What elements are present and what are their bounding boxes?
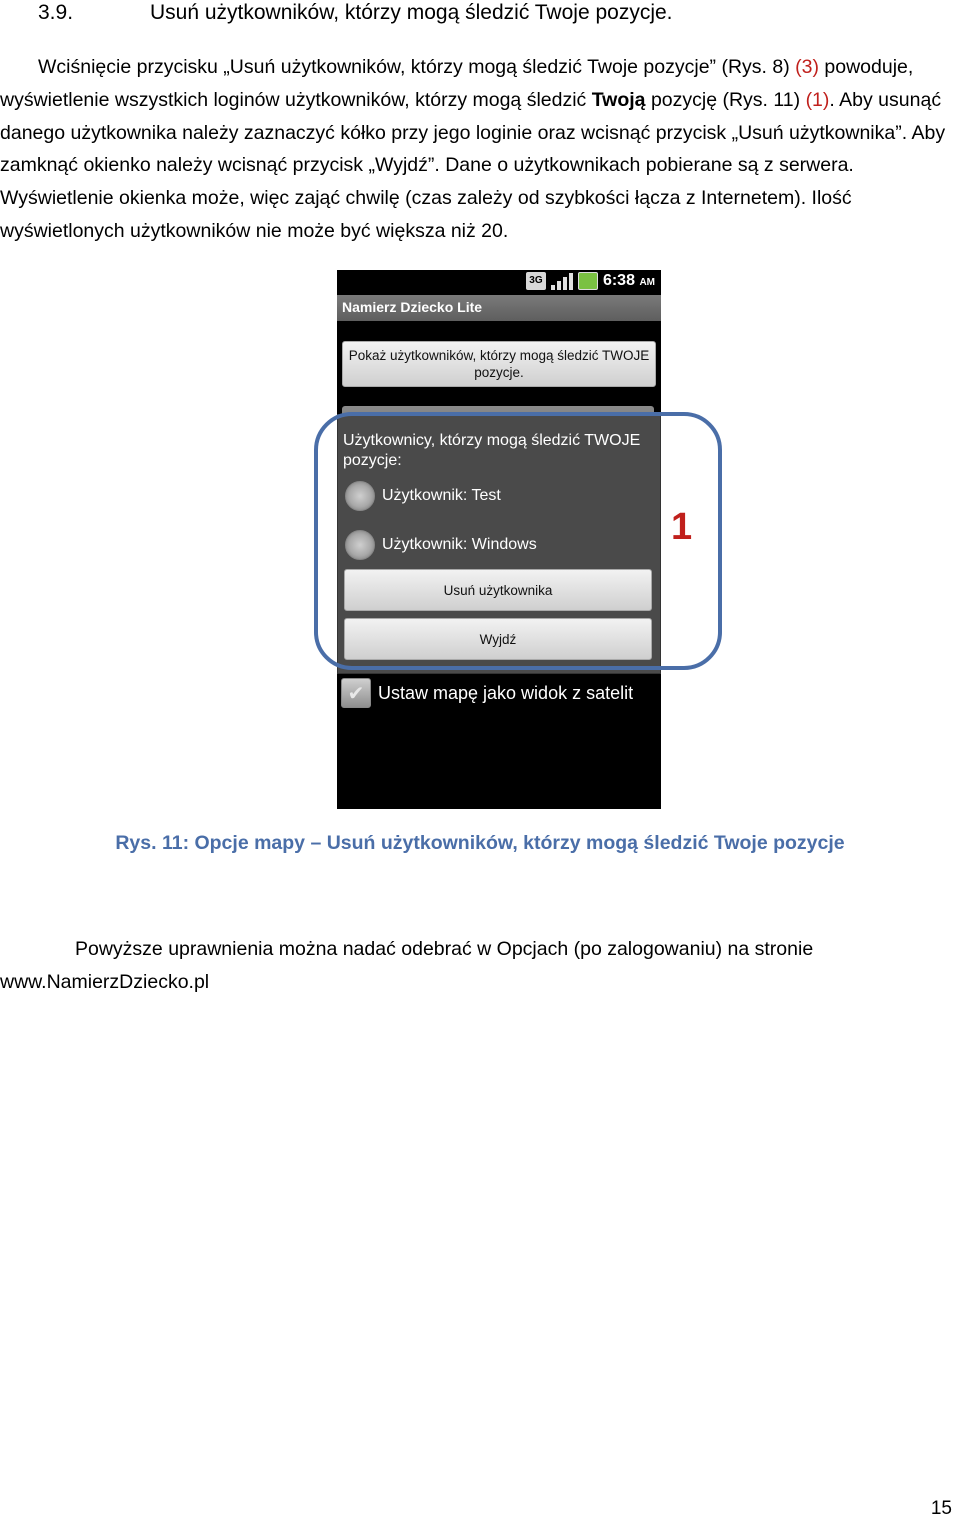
figure-ref-1: (1) — [805, 88, 830, 111]
dialog-title: Użytkownicy, którzy mogą śledzić TWOJE pozycje: — [343, 432, 641, 469]
figure-caption: Rys. 11: Opcje mapy – Usuń użytkowników, którzy mogą śledzić Twoje pozycje — [115, 832, 845, 854]
paragraph-text-2: powoduje, wyświetlenie wszystkich loginów użytkowników, którzy mogą śledzić — [0, 56, 914, 111]
user-option-label: Użytkownik: Test — [382, 487, 501, 504]
app-title: Namierz Dziecko Lite — [342, 299, 483, 315]
body-paragraph — [0, 51, 958, 248]
status-bar — [337, 270, 661, 295]
section-number: 3.9. — [38, 1, 74, 24]
satellite-view-option[interactable] — [341, 678, 633, 708]
signal-strength-icon — [551, 272, 573, 290]
note-paragraph — [0, 933, 958, 999]
highlight-outline — [314, 412, 722, 670]
section-heading — [38, 0, 673, 26]
battery-icon — [578, 272, 598, 290]
page-number: 15 — [930, 1498, 952, 1519]
exit-button[interactable]: Wyjdź — [344, 618, 652, 660]
note-text: Powyższe uprawnienia można nadać odebrać w Opcjach (po zalogowaniu) na stronie www.NamierzDziecko.pl — [0, 938, 814, 993]
show-trackers-button[interactable]: Pokaż użytkowników, którzy mogą śledzić TWOJE pozycje. — [342, 341, 656, 387]
checkbox-check-icon[interactable]: ✔ — [341, 678, 371, 708]
network-3g-icon: 3G — [526, 272, 546, 290]
user-option-label: Użytkownik: Windows — [382, 536, 537, 553]
section-title: Usuń użytkowników, którzy mogą śledzić Twoje pozycje. — [150, 1, 673, 24]
app-title-bar — [337, 295, 661, 321]
paragraph-text-3: pozycję (Rys. 11) — [645, 88, 806, 111]
status-clock: 6:38 AM — [602, 272, 655, 289]
satellite-view-label: Ustaw mapę jako widok z satelit — [378, 682, 634, 703]
paragraph-bold-word: Twoją — [591, 88, 646, 111]
paragraph-text-4: . Aby usunąć danego użytkownika należy zaznaczyć kółko przy jego loginie oraz wcisnąć przycisk „Usuń użytkownika”. Aby zamknąć okienko należy wcisnąć przycisk „Wyjdź”. Dane o użytkownikach pobierane są z serwera. Wyświetlenie okienka może, więc zająć chwilę (czas zależy od szybkości łącza z Internetem). Ilość wyświetlonych użytkowników nie może być większa niż 20. — [0, 88, 946, 242]
delete-user-button[interactable]: Usuń użytkownika — [344, 569, 652, 611]
figure-ref-3: (3) — [795, 56, 819, 78]
paragraph-text-1: Wciśnięcie przycisku „Usuń użytkowników, którzy mogą śledzić Twoje pozycje” (Rys. 8) — [38, 56, 796, 78]
callout-number: 1 — [671, 506, 693, 548]
